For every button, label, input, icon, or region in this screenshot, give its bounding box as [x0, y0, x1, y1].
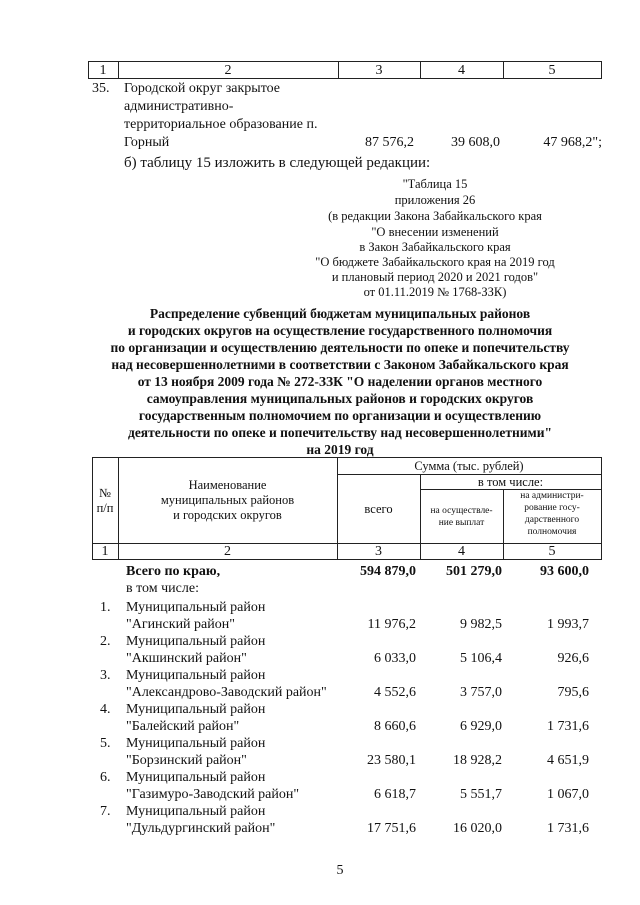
col-index: 1 — [101, 544, 109, 559]
row-number: 6. — [100, 770, 111, 785]
row-name-line2: "Агинский район" — [126, 617, 235, 632]
row-name-line1: Муниципальный район — [126, 702, 266, 717]
reference-line: от 01.11.2019 № 1768-ЗЗК) — [363, 285, 507, 299]
col-payments-header: ние выплат — [438, 518, 485, 528]
row-value: 6 033,0 — [374, 651, 416, 666]
top-row-name-line: административно- — [124, 99, 234, 114]
total-value: 594 879,0 — [360, 564, 416, 579]
instruction-text: б) таблицу 15 изложить в следующей редакции: — [124, 155, 431, 171]
title-line: самоуправления муниципальных районов и городских округов — [146, 391, 534, 406]
page-number: 5 — [336, 863, 344, 878]
row-value: 18 928,2 — [453, 753, 502, 768]
row-value: 8 660,6 — [374, 719, 416, 734]
row-value: 1 993,7 — [547, 617, 589, 632]
col-index: 2 — [224, 544, 231, 559]
top-row-name-line: Горный — [124, 135, 170, 150]
top-row-value: 47 968,2"; — [543, 135, 602, 150]
row-name-line1: Муниципальный район — [126, 736, 266, 751]
col-payments-header: на осуществле- — [430, 506, 493, 516]
row-value: 3 757,0 — [460, 685, 502, 700]
row-number: 3. — [100, 668, 111, 683]
reference-line: приложения 26 — [394, 193, 476, 207]
top-row-name-line: территориальное образование п. — [124, 117, 318, 132]
col-index: 4 — [458, 544, 465, 559]
title-line: государственным полномочием по организации и осуществлению — [138, 408, 542, 423]
col-admin-header: полномочия — [527, 527, 577, 537]
title-line: на 2019 год — [306, 442, 374, 457]
total-label: Всего по краю, — [126, 564, 221, 579]
reference-line: (в редакции Закона Забайкальского края — [328, 209, 542, 223]
title-line: деятельности по опеке и попечительству над несовершеннолетними" — [127, 425, 553, 440]
col-name-header: Наименование — [188, 478, 267, 492]
row-value: 9 982,5 — [460, 617, 502, 632]
top-row-name-line: Городской округ закрытое — [124, 81, 281, 96]
title-line: и городских округов на осуществление государственного полномочия — [127, 323, 553, 338]
row-number: 4. — [100, 702, 111, 717]
sum-header: Сумма (тыс. рублей) — [414, 459, 524, 473]
top-col-number: 5 — [548, 63, 556, 78]
title-line: Распределение субвенций бюджетам муниципальных районов — [149, 306, 531, 321]
col-admin-header: рование госу- — [524, 503, 580, 513]
col-number-header: п/п — [96, 501, 114, 515]
reference-line: "О внесении изменений — [371, 225, 499, 239]
row-value: 16 020,0 — [453, 821, 502, 836]
total-sub-label: в том числе: — [126, 581, 199, 596]
row-value: 17 751,6 — [367, 821, 416, 836]
row-number: 2. — [100, 634, 111, 649]
row-name-line1: Муниципальный район — [126, 770, 266, 785]
row-value: 1 731,6 — [547, 821, 589, 836]
row-number: 7. — [100, 804, 111, 819]
col-admin-header: дарственного — [524, 515, 580, 525]
row-name-line1: Муниципальный район — [126, 804, 266, 819]
title-line: по организации и осуществлению деятельности по опеке и попечительству — [110, 340, 570, 355]
top-col-number: 4 — [458, 63, 465, 78]
col-index: 3 — [375, 544, 382, 559]
row-value: 11 976,2 — [367, 617, 416, 632]
row-name-line2: "Газимуро-Заводский район" — [126, 787, 300, 802]
col-total-header: всего — [364, 502, 393, 516]
row-name-line2: "Балейский район" — [126, 719, 240, 734]
reference-line: и плановый период 2020 и 2021 годов" — [331, 270, 539, 284]
header-line — [92, 457, 602, 458]
row-name-line1: Муниципальный район — [126, 668, 266, 683]
total-value: 501 279,0 — [446, 564, 502, 579]
row-value: 5 106,4 — [460, 651, 502, 666]
row-value: 1 731,6 — [547, 719, 589, 734]
row-value: 1 067,0 — [547, 787, 589, 802]
col-index: 5 — [548, 544, 556, 559]
in-that-header: в том числе: — [477, 475, 544, 489]
row-value: 6 618,7 — [374, 787, 416, 802]
total-value: 93 600,0 — [540, 564, 589, 579]
reference-line: в Закон Забайкальского края — [359, 240, 511, 254]
row-value: 23 580,1 — [367, 753, 416, 768]
row-value: 6 929,0 — [460, 719, 502, 734]
title-line: над несовершеннолетними в соответствии с Законом Забайкальского края — [111, 357, 569, 372]
row-value: 795,6 — [557, 685, 589, 700]
row-name-line2: "Акшинский район" — [126, 651, 247, 666]
top-col-number: 3 — [375, 63, 383, 78]
row-value: 4 651,9 — [547, 753, 589, 768]
top-col-number: 2 — [224, 63, 232, 78]
row-name-line1: Муниципальный район — [126, 600, 266, 615]
col-number-header: № — [99, 486, 111, 500]
top-row-value: 39 608,0 — [451, 135, 500, 150]
title-line: от 13 ноября 2009 года № 272-ЗЗК "О наделении органов местного — [137, 374, 543, 389]
col-name-header: и городских округов — [173, 508, 282, 522]
row-number: 1. — [100, 600, 111, 615]
col-name-header: муниципальных районов — [160, 493, 295, 507]
row-value: 4 552,6 — [374, 685, 416, 700]
header-vline — [601, 457, 602, 560]
top-row-number: 35. — [92, 81, 110, 96]
col-admin-header: на администри- — [520, 491, 584, 501]
top-table-vline — [601, 61, 602, 79]
row-name-line2: "Александрово-Заводский район" — [126, 685, 327, 700]
row-value: 5 551,7 — [460, 787, 502, 802]
row-name-line2: "Дульдургинский район" — [126, 821, 276, 836]
row-number: 5. — [100, 736, 111, 751]
reference-line: "О бюджете Забайкальского края на 2019 год — [315, 255, 555, 269]
row-value: 926,6 — [557, 651, 589, 666]
top-row-value: 87 576,2 — [365, 135, 414, 150]
top-col-number: 1 — [99, 63, 107, 78]
row-name-line1: Муниципальный район — [126, 634, 266, 649]
row-name-line2: "Борзинский район" — [126, 753, 247, 768]
reference-line: "Таблица 15 — [402, 177, 468, 191]
